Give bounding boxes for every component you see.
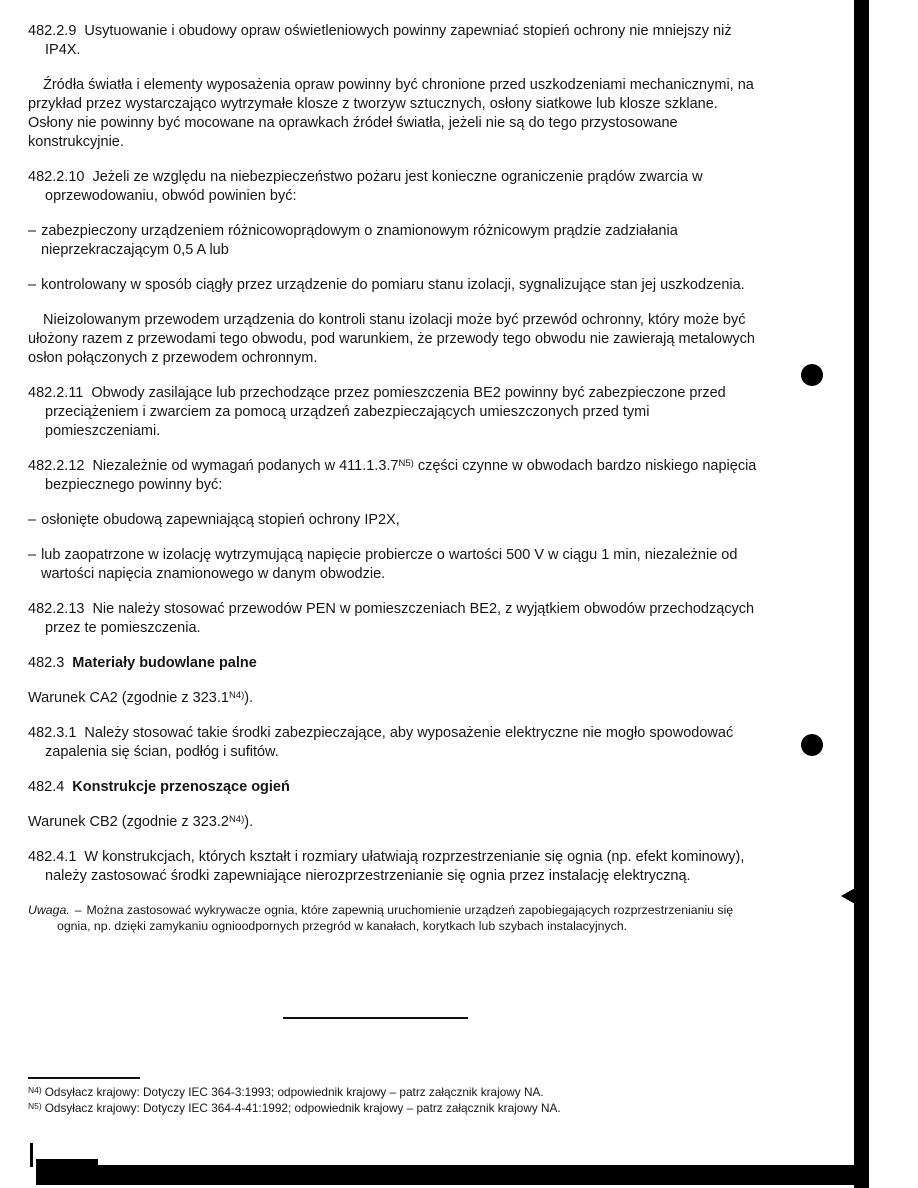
condition-ca2 <box>28 689 758 708</box>
list-item-ip2x <box>28 511 758 530</box>
section-text: Obwody zasilające lub przechodzące przez pomieszczenia BE2 powinny być zabezpieczone przed przeciążeniem i zwarciem za pomocą urządzeń zabezpieczających umieszczonych przed tymi pomieszczeniami. <box>45 385 726 439</box>
section-number: 482.3.1 <box>28 725 77 741</box>
section-number: 482.2.13 <box>28 601 85 617</box>
dash-mark: – <box>28 512 37 528</box>
section-number: 482.2.12 <box>28 458 85 474</box>
list-item-monitor <box>28 276 758 295</box>
section-482-2-9 <box>28 22 758 60</box>
condition-text: Warunek CB2 (zgodnie z 323.2 <box>28 814 229 830</box>
section-text: Nie należy stosować przewodów PEN w pomieszczeniach BE2, z wyjątkiem obwodów przechodzących przez te pomieszczenia. <box>45 601 755 636</box>
remark-label: Uwaga. <box>28 903 70 917</box>
section-number: 482.3 <box>28 655 65 671</box>
section-482-4-1 <box>28 848 758 886</box>
list-item-text: kontrolowany w sposób ciągły przez urządzenie do pomiaru stanu izolacji, sygnalizujące stan jej uszkodzenia. <box>41 277 745 293</box>
punch-hole-top <box>801 364 823 386</box>
section-482-2-12 <box>28 457 758 495</box>
remark-uwaga <box>28 902 758 934</box>
section-title: Konstrukcje przenoszące ogień <box>72 779 290 795</box>
footnote-n4 <box>28 1085 728 1101</box>
note-light-sources: Źródła światła i elementy wyposażenia opraw powinny być chronione przed uszkodzeniami mechanicznymi, na przykład przez wystarczająco wytrzymałe klosze z tworzyw sztucznych, osłony siatkowe lub klosze szklane. Osłony nie powinny być mocowane na oprawkach źródeł światła, jeżeli nie są do tego przystosowane konstrukcyjnie. <box>28 77 754 150</box>
list-item-text: osłonięte obudową zapewniającą stopień ochrony IP2X, <box>41 512 400 528</box>
condition-text: ). <box>244 690 254 706</box>
section-text: Jeżeli ze względu na niebezpieczeństwo pożaru jest konieczne ograniczenie prądów zwarcia w oprzewodowaniu, obwód powinien być: <box>45 169 703 204</box>
section-482-3-1 <box>28 724 758 762</box>
section-text: części czynne w obwodach bardzo niskiego napięcia bezpiecznego powinny być: <box>45 458 757 493</box>
scan-artifact-bottom-bar <box>36 1165 854 1185</box>
section-number: 482.2.9 <box>28 23 77 39</box>
footnote-marker: N5) <box>28 1100 42 1111</box>
superscript-ref-n4: N4) <box>228 814 245 825</box>
dash-mark: – <box>28 277 37 293</box>
section-text: Niezależnie od wymagań podanych w 411.1.3.7 <box>92 458 399 474</box>
superscript-ref-n4: N4) <box>228 690 245 701</box>
section-482-2-13 <box>28 600 758 638</box>
section-number: 482.2.10 <box>28 169 85 185</box>
punch-hole-bottom <box>801 734 823 756</box>
dash-mark: – <box>28 547 37 563</box>
divider-rule <box>283 1017 468 1019</box>
footnote-rule <box>28 1077 140 1079</box>
footnotes-block <box>28 1085 728 1116</box>
note-insulation-monitor: Nieizolowanym przewodem urządzenia do kontroli stanu izolacji może być przewód ochronny, który może być ułożony razem z przewodami tego obwodu, pod warunkiem, że przewody tego obwodu nie zawierają metalowych osłon połączonych z przewodem ochronnym. <box>28 312 755 366</box>
section-number: 482.4.1 <box>28 849 77 865</box>
dash-mark: – <box>28 223 37 239</box>
section-heading-482-4 <box>28 778 758 797</box>
section-482-2-10 <box>28 168 758 206</box>
section-482-2-11 <box>28 384 758 441</box>
section-heading-482-3 <box>28 654 758 673</box>
section-number: 482.2.11 <box>28 385 84 401</box>
section-text: Usytuowanie i obudowy opraw oświetleniowych powinny zapewniać stopień ochrony nie mniejszy niż IP4X. <box>45 23 732 58</box>
list-item-text: zabezpieczony urządzeniem różnicowoprądowym o znamionowym różnicowym prądzie zadziałania nieprzekraczającym 0,5 A lub <box>41 223 678 258</box>
condition-text: ). <box>244 814 254 830</box>
section-title: Materiały budowlane palne <box>72 655 257 671</box>
list-item-500v <box>28 546 758 584</box>
scan-artifact-bottom-bar-left <box>36 1159 98 1167</box>
scan-artifact-left-tick <box>30 1143 33 1167</box>
list-item-rcd <box>28 222 758 260</box>
section-number: 482.4 <box>28 779 65 795</box>
document-body <box>28 22 758 950</box>
dash-mark: – <box>74 903 82 917</box>
list-item-text: lub zaopatrzone w izolację wytrzymującą napięcie probiercze o wartości 500 V w ciągu 1 min, niezależnie od wartości napięcia znamionowego w danym obwodzie. <box>41 547 738 582</box>
section-text: W konstrukcjach, których kształt i rozmiary ułatwiają rozprzestrzenianie się ognia (np. efekt kominowy), należy zastosować środki zapewniające nierozprzestrzenianie się ognia przez instalację elektryczną. <box>45 849 745 884</box>
section-text: Należy stosować takie środki zabezpieczające, aby wyposażenie elektryczne nie mogło spowodować zapalenia się ścian, podłóg i sufitów. <box>45 725 734 760</box>
scan-artifact-right-notch <box>841 888 855 904</box>
footnote-n5 <box>28 1101 728 1117</box>
footnote-text: Odsyłacz krajowy: Dotyczy IEC 364-4-41:1992; odpowiednik krajowy – patrz załącznik krajowy NA. <box>44 1100 561 1115</box>
superscript-ref-n5: N5) <box>398 458 414 469</box>
footnote-text: Odsyłacz krajowy: Dotyczy IEC 364-3:1993; odpowiednik krajowy – patrz załącznik krajowy NA. <box>44 1085 544 1099</box>
remark-text: Można zastosować wykrywacze ognia, które zapewnią uruchomienie urządzeń zapobiegających rozprzestrzenianiu się ognia, np. dzięki zamykaniu ognioodpornych przegród w kanałach, korytkach lub szybach instalacyjnych. <box>57 903 734 933</box>
condition-cb2 <box>28 813 758 832</box>
footnote-marker: N4) <box>28 1085 42 1095</box>
scan-artifact-right-bar <box>854 0 869 1188</box>
condition-text: Warunek CA2 (zgodnie z 323.1 <box>28 690 229 706</box>
